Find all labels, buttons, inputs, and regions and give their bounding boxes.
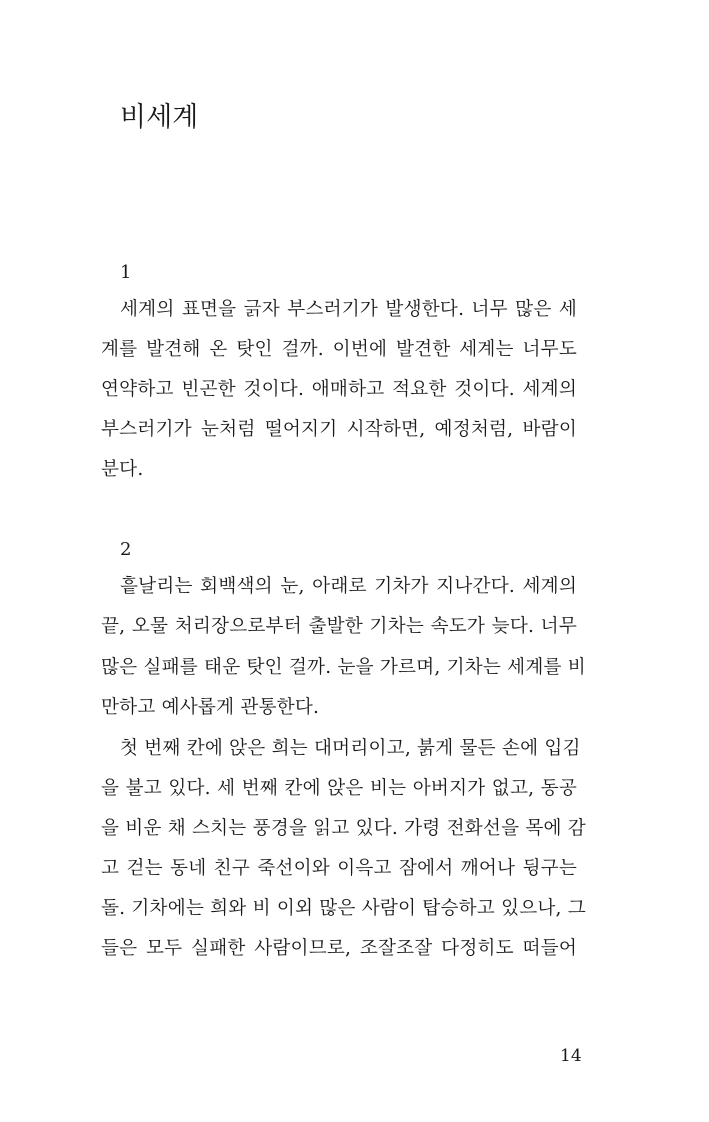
paragraph-line: 들은 모두 실패한 사람이므로, 조잘조잘 다정히도 떠들어 xyxy=(101,938,577,959)
section-number-2: 2 xyxy=(120,539,132,560)
paragraph-line: 많은 실패를 태운 탓인 걸까. 눈을 가르며, 기차는 세계를 비 xyxy=(101,657,586,678)
paragraph-line: 연약하고 빈곤한 것이다. 애매하고 적요한 것이다. 세계의 xyxy=(101,379,577,400)
paragraph-line: 첫 번째 칸에 앉은 희는 대머리이고, 붉게 물든 손에 입김 xyxy=(120,738,581,759)
paragraph-line: 끝, 오물 처리장으로부터 출발한 기차는 속도가 늦다. 너무 xyxy=(101,616,577,637)
paragraph-line: 을 비운 채 스치는 풍경을 읽고 있다. 가령 전화선을 목에 감 xyxy=(101,818,586,839)
page-number: 14 xyxy=(560,1046,582,1066)
paragraph-line: 을 불고 있다. 세 번째 칸에 앉은 비는 아버지가 없고, 동공 xyxy=(101,778,577,799)
paragraph-line: 고 걷는 동네 친구 죽선이와 이윽고 잠에서 깨어나 뒹구는 xyxy=(101,858,577,879)
paragraph-line: 계를 발견해 온 탓인 걸까. 이번에 발견한 세계는 너무도 xyxy=(101,339,577,360)
page-title: 비세계 xyxy=(120,102,199,133)
section-number-1: 1 xyxy=(120,262,132,283)
paragraph-line: 분다. xyxy=(101,459,144,480)
paragraph-line: 만하고 예사롭게 관통한다. xyxy=(101,697,320,718)
paragraph-line: 흩날리는 회백색의 눈, 아래로 기차가 지나간다. 세계의 xyxy=(120,576,577,597)
paragraph-line: 세계의 표면을 긁자 부스러기가 발생한다. 너무 많은 세 xyxy=(120,299,577,320)
paragraph-line: 부스러기가 눈처럼 떨어지기 시작하면, 예정처럼, 바람이 xyxy=(101,419,577,440)
paragraph-line: 돌. 기차에는 희와 비 이외 많은 사람이 탑승하고 있으나, 그 xyxy=(101,898,586,919)
